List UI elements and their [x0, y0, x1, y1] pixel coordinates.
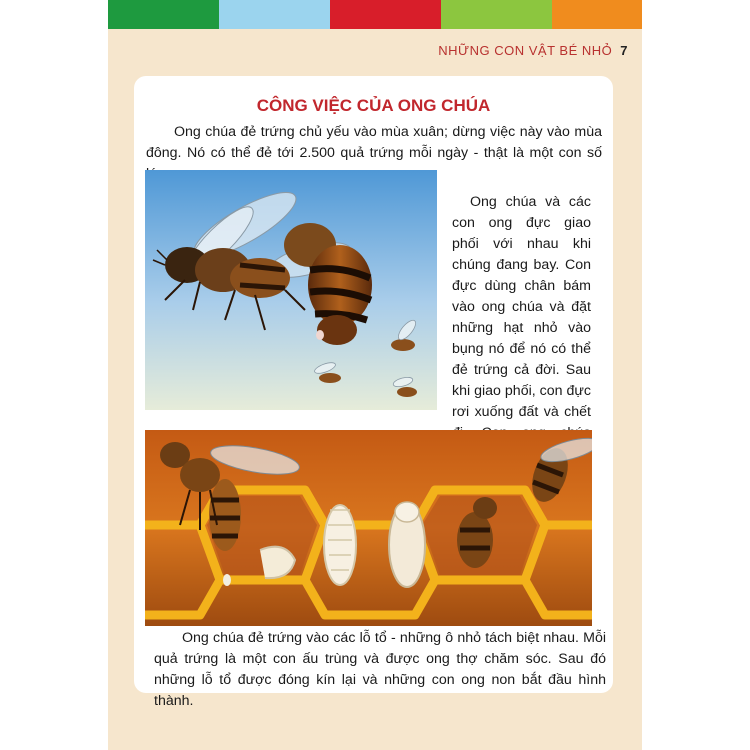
mating-paragraph: Ong chúa và các con ong đực giao phối với nhau khi chúng đang bay. Con đực dùng chân bám vào ong chúa và đặt những hạt nhỏ vào bụng nó để nó có thể đẻ trứng cả đời. Sau khi giao phối, con đực rơi xuống đất và chết: [452, 194, 591, 420]
color-bar-red: [330, 0, 441, 29]
color-bar-orange: [552, 0, 642, 29]
section-title: CÔNG VIỆC CỦA ONG CHÚA: [256, 96, 491, 115]
page-number: 7: [620, 43, 628, 58]
honeycomb-cells-illustration: [145, 430, 592, 626]
running-title: NHỮNG CON VẬT BÉ NHỎ: [438, 43, 613, 58]
color-bar-lime: [441, 0, 552, 29]
content-card: [134, 76, 613, 709]
color-bar-green: [108, 0, 219, 29]
color-bar-lightblue: [219, 0, 330, 29]
cells-paragraph: Ong chúa đẻ trứng vào các lỗ tổ - những ô nhỏ tách biệt nhau. Mỗi quả trứng là một con ấu trùng và được ong thợ chăm sóc. Sau đó những lỗ tổ được đóng kín lại và những con ong non bắt đầu hình thành.: [154, 630, 606, 709]
mating-bees-illustration: [145, 170, 437, 410]
color-bar: [108, 0, 642, 29]
running-header: [438, 43, 628, 58]
intro-paragraph: Ong chúa đẻ trứng chủ yếu vào mùa xuân; dừng việc này vào mùa đông. Nó có thể đẻ tới 2.500 quả trứng mỗi ngày - thật là một con số: [146, 124, 602, 161]
book-page: [108, 0, 642, 750]
